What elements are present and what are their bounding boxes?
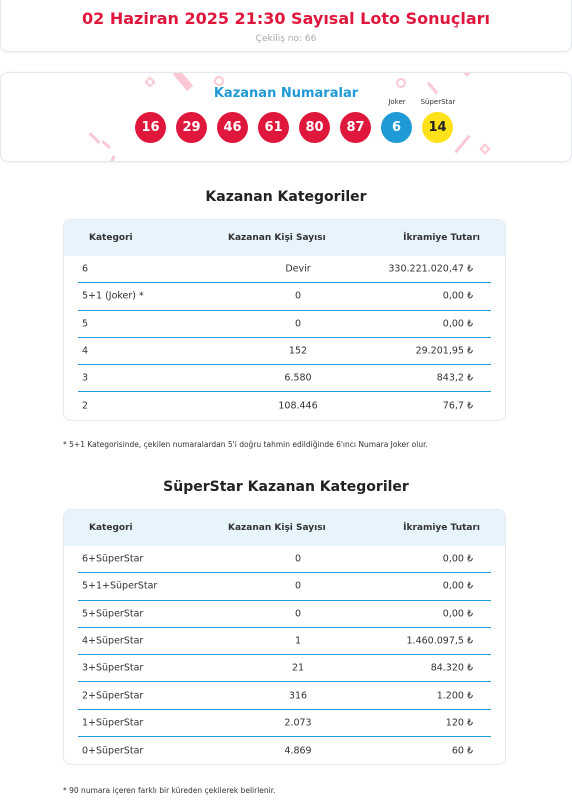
column-header: Kategori xyxy=(89,233,133,243)
prize-cell: 330.221.020,47 ₺ xyxy=(388,263,473,275)
winners-cell: 0 xyxy=(294,290,302,302)
prize-cell: 120 ₺ xyxy=(445,717,473,729)
winners-cell: 108.446 xyxy=(278,400,318,412)
winners-cell: 0 xyxy=(294,608,302,620)
category-cell: 3 xyxy=(82,372,89,384)
category-cell: 2 xyxy=(82,400,89,412)
column-header: İkramiye Tutarı xyxy=(403,233,480,243)
prize-cell: 60 ₺ xyxy=(451,745,473,757)
confetti-decoration xyxy=(101,140,111,149)
column-header: Kazanan Kişi Sayısı xyxy=(228,233,326,243)
winners-cell: 6.580 xyxy=(284,372,312,384)
winners-cell: 2.073 xyxy=(284,717,312,729)
winning-number-ball: 87 xyxy=(340,112,371,143)
header-card xyxy=(0,0,572,52)
winners-cell: 21 xyxy=(291,662,305,674)
page-title: 02 Haziran 2025 21:30 Sayısal Loto Sonuçları xyxy=(81,9,491,28)
table-row xyxy=(78,655,491,682)
winners-cell: 0 xyxy=(294,580,302,592)
category-cell: 2+SüperStar xyxy=(82,690,144,702)
table-row xyxy=(78,710,491,737)
category-cell: 3+SüperStar xyxy=(82,662,144,674)
category-cell: 5+1+SüperStar xyxy=(82,580,158,592)
table-header xyxy=(64,220,505,256)
winning-numbers-title: Kazanan Numaralar xyxy=(213,86,359,101)
winners-cell: 152 xyxy=(288,345,308,357)
table-row xyxy=(78,283,491,310)
winning-number-ball: 29 xyxy=(176,112,207,143)
superstar-ball: 14 xyxy=(422,112,453,143)
table-row xyxy=(78,311,491,338)
draw-number: Çekiliş no: 66 xyxy=(255,34,317,44)
category-cell: 0+SüperStar xyxy=(82,745,144,757)
superstar-footnote: * 90 numara içeren farklı bir küreden çekilerek belirlenir. xyxy=(63,786,276,795)
winners-cell: 1 xyxy=(294,635,302,647)
table-row xyxy=(78,601,491,628)
category-cell: 5 xyxy=(82,318,89,330)
prize-cell: 0,00 ₺ xyxy=(442,318,473,330)
winners-cell: 0 xyxy=(294,318,302,330)
category-cell: 5+SüperStar xyxy=(82,608,144,620)
joker-label: Joker xyxy=(388,98,406,106)
table-row xyxy=(78,546,491,573)
winning-number-ball: 46 xyxy=(217,112,248,143)
categories-table xyxy=(63,219,506,421)
joker-footnote: * 5+1 Kategorisinde, çekilen numaralardan 5'i doğru tahmin edildiğinde 6'ıncı Numara Joker olur. xyxy=(63,440,428,449)
winners-cell: 316 xyxy=(288,690,308,702)
column-header: Kazanan Kişi Sayısı xyxy=(228,523,326,533)
prize-cell: 0,00 ₺ xyxy=(442,608,473,620)
confetti-decoration xyxy=(105,155,115,162)
joker-ball: 6 xyxy=(381,112,412,143)
confetti-decoration xyxy=(479,143,490,154)
prize-cell: 76,7 ₺ xyxy=(442,400,473,412)
table-row xyxy=(78,573,491,600)
winning-number-ball: 61 xyxy=(258,112,289,143)
table-header xyxy=(64,510,505,546)
category-cell: 6 xyxy=(82,263,89,275)
prize-cell: 0,00 ₺ xyxy=(442,290,473,302)
prize-cell: 84.320 ₺ xyxy=(430,662,473,674)
confetti-decoration xyxy=(214,76,224,86)
prize-cell: 0,00 ₺ xyxy=(442,580,473,592)
table-row xyxy=(78,392,491,419)
column-header: İkramiye Tutarı xyxy=(403,523,480,533)
winners-cell: 4.869 xyxy=(284,745,312,757)
prize-cell: 29.201,95 ₺ xyxy=(415,345,473,357)
winning-numbers-card xyxy=(0,72,572,162)
confetti-decoration xyxy=(88,132,100,144)
winners-cell: 0 xyxy=(294,553,302,565)
table-row xyxy=(78,338,491,365)
prize-cell: 843,2 ₺ xyxy=(436,372,473,384)
winners-cell: Devir xyxy=(285,263,311,275)
category-cell: 4 xyxy=(82,345,89,357)
prize-cell: 1.200 ₺ xyxy=(436,690,473,702)
category-cell: 4+SüperStar xyxy=(82,635,144,647)
superstar-label: SüperStar xyxy=(420,98,456,106)
category-cell: 6+SüperStar xyxy=(82,553,144,565)
confetti-decoration xyxy=(461,72,472,77)
category-cell: 5+1 (Joker) * xyxy=(82,290,144,302)
categories-title: Kazanan Kategoriler xyxy=(205,189,367,205)
superstar-categories-table xyxy=(63,509,506,765)
winning-number-ball: 80 xyxy=(299,112,330,143)
table-row xyxy=(78,256,491,283)
table-row xyxy=(78,365,491,392)
confetti-decoration xyxy=(454,135,470,154)
winning-number-ball: 16 xyxy=(135,112,166,143)
table-row xyxy=(78,682,491,709)
table-row xyxy=(78,737,491,764)
table-row xyxy=(78,628,491,655)
column-header: Kategori xyxy=(89,523,133,533)
prize-cell: 0,00 ₺ xyxy=(442,553,473,565)
category-cell: 1+SüperStar xyxy=(82,717,144,729)
superstar-categories-title: SüperStar Kazanan Kategoriler xyxy=(163,479,409,495)
prize-cell: 1.460.097,5 ₺ xyxy=(406,635,473,647)
